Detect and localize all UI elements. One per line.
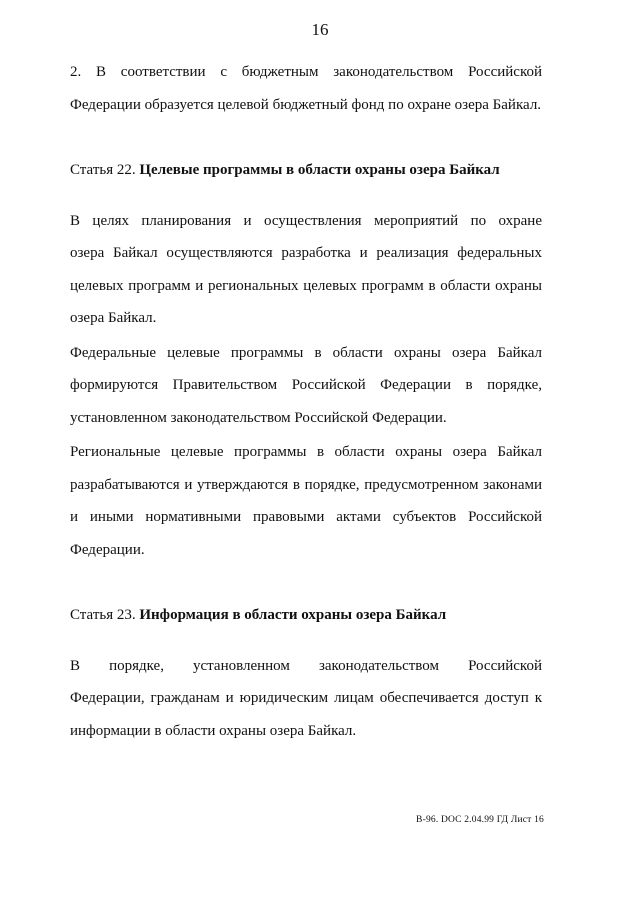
text-line: целевых программ и региональных целевых программ в области охраны bbox=[70, 277, 542, 294]
article-number: Статья 23. bbox=[70, 607, 140, 623]
paragraph-regional-programs bbox=[70, 436, 542, 566]
article-title: Информация в области охраны озера Байкал bbox=[139, 607, 447, 623]
article-number: Статья 22. bbox=[70, 162, 140, 178]
text-line: озера Байкал. bbox=[70, 310, 157, 326]
paragraph-information-access bbox=[70, 650, 542, 748]
text-line: и иными нормативными правовыми актами субъектов Российской bbox=[70, 509, 542, 525]
text-line: Федерации. bbox=[70, 541, 145, 558]
article-22-heading bbox=[70, 154, 542, 187]
paragraph-planning bbox=[70, 205, 542, 335]
document-body bbox=[70, 56, 542, 747]
text-line: Федеральные целевые программы в области охраны озера Байкал bbox=[70, 344, 542, 361]
text-line: 2. В соответствии с бюджетным законодательством Российской bbox=[70, 64, 542, 80]
page-number: 16 bbox=[311, 20, 329, 39]
text-line: Федерации, гражданам и юридическим лицам обеспечивается доступ к bbox=[70, 690, 542, 706]
text-line: озера Байкал осуществляются разработка и реализация федеральных bbox=[70, 245, 542, 261]
text-line: Федерации образуется целевой бюджетный фонд по охране озера Байкал. bbox=[70, 96, 542, 113]
text-line: формируются Правительством Российской Федерации в порядке, bbox=[70, 377, 542, 393]
text-line: Региональные целевые программы в области охраны озера Байкал bbox=[70, 444, 542, 460]
article-title: Целевые программы в области охраны озера Байкал bbox=[139, 162, 500, 178]
text-line: разрабатываются и утверждаются в порядке, предусмотренном законами bbox=[70, 476, 542, 493]
text-line: В порядке, установленном законодательством Российской bbox=[70, 657, 542, 674]
paragraph-budget-fund bbox=[70, 56, 542, 121]
document-footer-code: В-96. DOC 2.04.99 ГД Лист 16 bbox=[416, 815, 544, 825]
text-line: информации в области охраны озера Байкал. bbox=[70, 722, 357, 739]
paragraph-federal-programs bbox=[70, 337, 542, 435]
text-line: установленном законодательством Российской Федерации. bbox=[70, 409, 447, 426]
text-line: В целях планирования и осуществления мероприятий по охране bbox=[70, 212, 542, 229]
article-23-heading bbox=[70, 599, 542, 632]
